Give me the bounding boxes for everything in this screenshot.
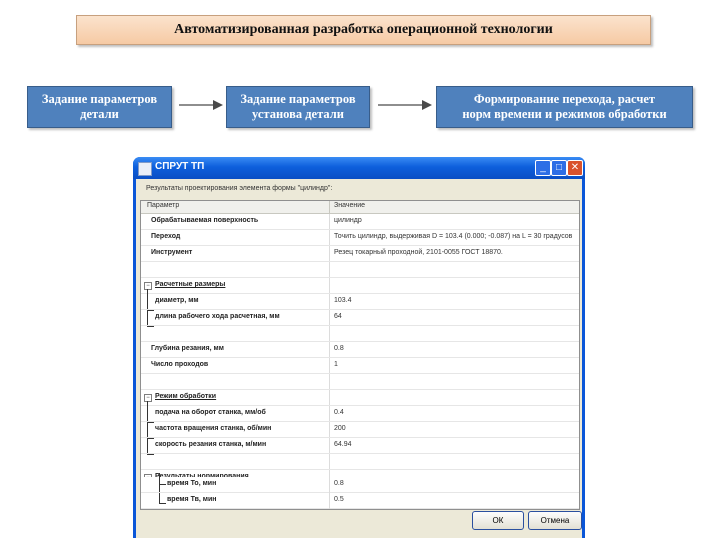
row-value: Резец токарный проходной, 2101-0055 ГОСТ 18870. <box>334 249 503 256</box>
row-param: длина рабочего хода расчетная, мм <box>155 313 280 320</box>
table-row[interactable] <box>141 246 579 262</box>
grid-continuation <box>140 477 580 510</box>
row-value: 200 <box>334 425 346 432</box>
cancel-button[interactable]: Отмена <box>528 511 582 530</box>
row-param: скорость резания станка, м/мин <box>155 441 267 448</box>
row-param: диаметр, мм <box>155 297 199 304</box>
row-param: Инструмент <box>151 249 193 256</box>
row-value: 0.4 <box>334 409 344 416</box>
app-icon <box>138 162 152 176</box>
grid-header <box>141 201 579 214</box>
step-box-transition-calc <box>436 86 693 128</box>
table-row[interactable] <box>141 342 579 358</box>
row-value: 1 <box>334 361 338 368</box>
table-row[interactable] <box>141 294 579 310</box>
step-2-line-1: Задание параметров <box>240 92 356 106</box>
step-2-line-2: установа детали <box>252 107 344 121</box>
slide-title <box>76 15 651 45</box>
row-value: 64 <box>334 313 342 320</box>
step-box-setup-params <box>226 86 370 128</box>
step-3-line-1: Формирование перехода, расчет <box>473 92 656 106</box>
table-row[interactable] <box>141 230 579 246</box>
row-value: 0.8 <box>334 345 344 352</box>
step-box-part-params <box>27 86 172 128</box>
row-param: частота вращения станка, об/мин <box>155 425 272 432</box>
arrow-right-icon <box>378 98 432 112</box>
collapse-icon[interactable]: − <box>144 282 152 290</box>
row-param: Число проходов <box>151 361 209 368</box>
table-row[interactable] <box>141 214 579 230</box>
row-param: время То, мин <box>167 480 217 487</box>
row-param: Глубина резания, мм <box>151 345 224 352</box>
minimize-button[interactable]: _ <box>535 160 551 176</box>
table-row <box>141 262 579 278</box>
row-value: цилиндр <box>334 217 362 224</box>
table-row-group[interactable] <box>141 390 579 406</box>
group-label: Расчетные размеры <box>155 281 226 288</box>
properties-grid[interactable] <box>140 200 580 502</box>
row-value: 64.94 <box>334 441 352 448</box>
column-header-value[interactable]: Значение <box>334 202 366 209</box>
table-row-group[interactable] <box>141 278 579 294</box>
table-row <box>141 326 579 342</box>
table-row[interactable] <box>141 493 579 509</box>
maximize-button[interactable]: □ <box>551 160 567 176</box>
table-row[interactable] <box>141 358 579 374</box>
row-value: Точить цилиндр, выдерживая D = 103.4 (0.000; -0.087) на L = 30 градусов <box>334 233 573 240</box>
step-1-line-1: Задание параметров <box>41 92 158 106</box>
close-button[interactable]: ✕ <box>567 160 583 176</box>
row-value: 0.8 <box>334 480 344 487</box>
table-row <box>141 374 579 390</box>
table-row[interactable] <box>141 438 579 454</box>
row-value: 103.4 <box>334 297 352 304</box>
table-row[interactable] <box>141 310 579 326</box>
result-label: Результаты проектирования элемента формы "цилиндр": <box>146 185 333 192</box>
window-titlebar[interactable] <box>133 157 585 179</box>
row-param: время Тв, мин <box>167 496 217 503</box>
ok-button[interactable]: ОК <box>472 511 524 530</box>
step-3-line-2: норм времени и режимов обработки <box>462 107 667 121</box>
row-param: подача на оборот станка, мм/об <box>155 409 266 416</box>
row-value: 0.5 <box>334 496 344 503</box>
table-row[interactable] <box>141 477 579 493</box>
column-header-param[interactable]: Параметр <box>147 202 180 209</box>
arrow-right-icon <box>179 98 223 112</box>
step-1-line-2: детали <box>80 107 119 121</box>
row-param: Переход <box>151 233 181 240</box>
table-row <box>141 454 579 470</box>
row-param: Обрабатываемая поверхность <box>151 217 259 224</box>
table-row[interactable] <box>141 406 579 422</box>
table-row[interactable] <box>141 422 579 438</box>
collapse-icon[interactable]: − <box>144 394 152 402</box>
window-title: СПРУТ ТП <box>155 161 205 172</box>
slide-title-text: Автоматизированная разработка операционной технологии <box>174 22 553 37</box>
group-label: Режим обработки <box>155 393 217 400</box>
